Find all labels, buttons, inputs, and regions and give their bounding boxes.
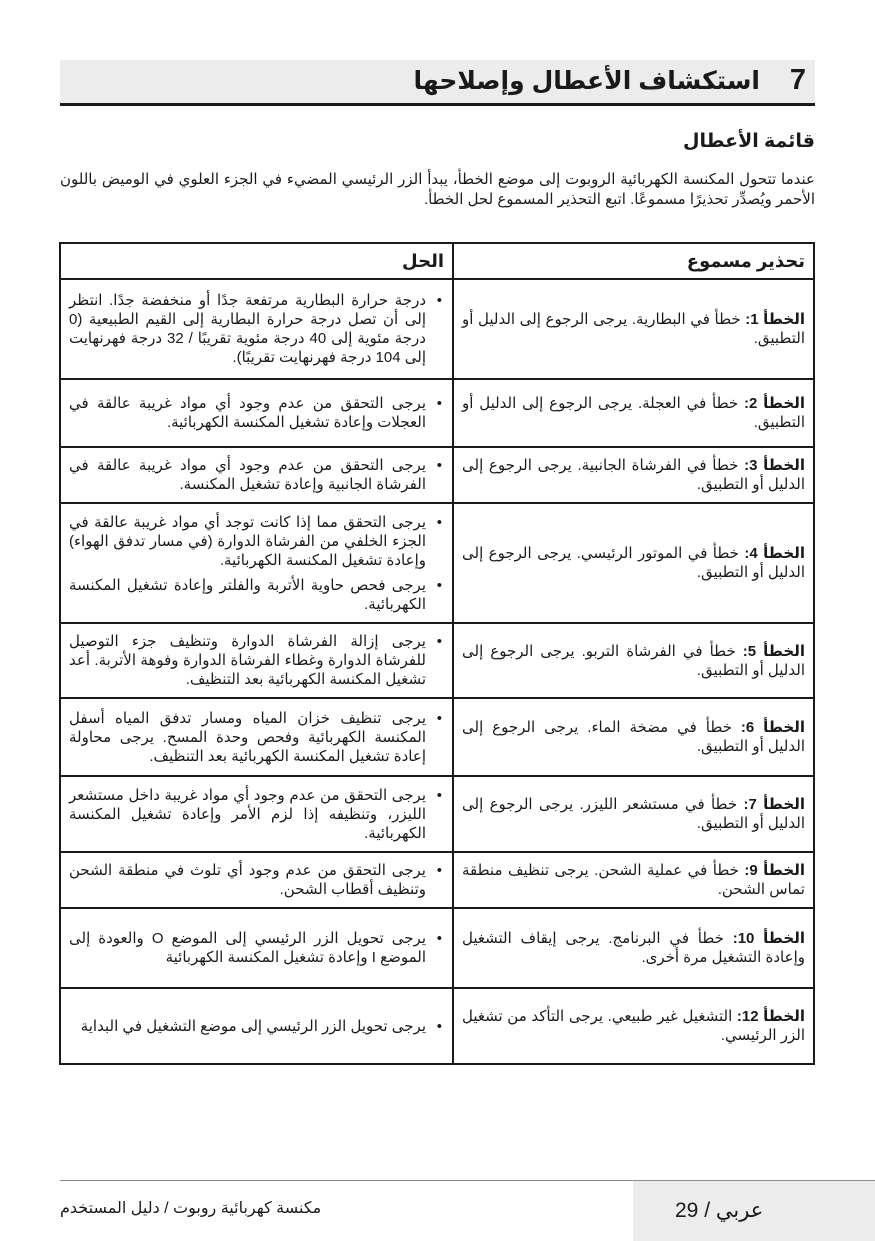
- intro-paragraph: عندما تتحول المكنسة الكهربائية الروبوت إلى موضع الخطأ، يبدأ الزر الرئيسي المضيء في الجزء العلوي في الوميض باللون الأحمر ويُصدِّر تحذيرًا مسموعًا. اتبع التحذير المسموع لحل الخطأ.: [60, 171, 815, 208]
- warning-cell: [453, 852, 814, 908]
- solution-item: • يرجى التحقق من عدم وجود أي مواد غريبة داخل مستشعر الليزر، وتنظيفه إذا لزم الأمر وإعادة تشغيل المكنسة الكهربائية.: [69, 786, 444, 843]
- solution-cell: [60, 623, 453, 698]
- solution-item: • يرجى تحويل الزر الرئيسي إلى موضع التشغيل في البداية: [69, 1017, 444, 1036]
- table-row: [60, 379, 814, 447]
- warning-text: التشغيل غير طبيعي. يرجى التأكد من تشغيل الزر الرئيسي.: [462, 1008, 805, 1044]
- warning-cell: [453, 447, 814, 503]
- solution-item: • يرجى تحويل الزر الرئيسي إلى الموضع O والعودة إلى الموضع I وإعادة تشغيل المكنسة الكهربائية: [69, 929, 444, 967]
- solution-list: [69, 709, 444, 766]
- warning-text: خطأ في مستشعر الليزر. يرجى الرجوع إلى الدليل أو التطبيق.: [462, 796, 805, 832]
- solution-list: [69, 394, 444, 432]
- error-code: الخطأ 10:: [732, 930, 805, 947]
- column-header-solution: الحل: [60, 243, 453, 279]
- solution-list: [69, 632, 444, 689]
- warning-text: خطأ في الفرشاة الجانبية. يرجى الرجوع إلى الدليل أو التطبيق.: [462, 457, 805, 493]
- error-code: الخطأ 7:: [743, 796, 806, 813]
- chapter-title: استكشاف الأعطال وإصلاحها: [413, 67, 760, 95]
- warning-cell: [453, 379, 814, 447]
- solution-list: [69, 929, 444, 967]
- solution-cell: [60, 503, 453, 623]
- warning-text: خطأ في عملية الشحن. يرجى تنظيف منطقة تماس الشحن.: [462, 862, 805, 898]
- footer-manual-title: مكنسة كهربائية روبوت / دليل المستخدم: [60, 1200, 322, 1217]
- solution-item: • يرجى التحقق من عدم وجود أي تلوث في منطقة الشحن وتنظيف أقطاب الشحن.: [69, 861, 444, 899]
- table-row: [60, 698, 814, 776]
- table-row: [60, 503, 814, 623]
- chapter-number: 7: [789, 64, 807, 96]
- table-row: [60, 776, 814, 852]
- solution-cell: [60, 698, 453, 776]
- warning-text: خطأ في البطارية. يرجى الرجوع إلى الدليل أو التطبيق.: [462, 311, 805, 347]
- column-header-warning: تحذير مسموع: [453, 243, 814, 279]
- warning-text: خطأ في الفرشاة التربو. يرجى الرجوع إلى الدليل أو التطبيق.: [462, 642, 805, 679]
- warning-text: خطأ في الموتور الرئيسي. يرجى الرجوع إلى الدليل أو التطبيق.: [462, 545, 805, 581]
- solution-list: [69, 861, 444, 899]
- error-code: الخطأ 6:: [740, 719, 805, 736]
- error-code: الخطأ 9:: [744, 862, 805, 879]
- error-code: الخطأ 2:: [744, 395, 805, 412]
- solution-list: [69, 513, 444, 614]
- error-code: الخطأ 3:: [744, 457, 805, 474]
- page-number: 29 / عربي: [675, 1199, 764, 1222]
- solution-item: • يرجى التحقق من عدم وجود أي مواد غريبة عالقة في العجلات وإعادة تشغيل المكنسة الكهربائية.: [69, 394, 444, 432]
- warning-cell: [453, 908, 814, 988]
- error-code: الخطأ 12:: [736, 1008, 805, 1025]
- table-row: [60, 852, 814, 908]
- solution-list: [69, 456, 444, 494]
- solution-list: [69, 1017, 444, 1036]
- solution-item: • يرجى فحص حاوية الأتربة والفلتر وإعادة تشغيل المكنسة الكهربائية.: [69, 576, 444, 614]
- warning-cell: [453, 698, 814, 776]
- solution-cell: [60, 988, 453, 1064]
- error-rows: [60, 279, 814, 1064]
- table-row: [60, 908, 814, 988]
- warning-cell: [453, 279, 814, 379]
- table-row: [60, 623, 814, 698]
- solution-cell: [60, 776, 453, 852]
- error-code: الخطأ 1:: [745, 311, 805, 328]
- warning-cell: [453, 776, 814, 852]
- warning-text: خطأ في مضخة الماء. يرجى الرجوع إلى الدليل أو التطبيق.: [462, 719, 805, 755]
- solution-item: • درجة حرارة البطارية مرتفعة جدًا أو منخفضة جدًا. انتظر إلى أن تصل درجة حرارة البطارية إلى القيم الطبيعية (0 درجة مئوية إلى 40 درجة مئوية تقريبًا / 32 درجة فهرنهايت إلى 104 درجة فهرنهايت تقريبًا).: [69, 291, 444, 367]
- solution-item: • يرجى تنظيف خزان المياه ومسار تدفق المياه أسفل المكنسة الكهربائية وفحص وحدة المسح. يرجى محاولة إعادة تشغيل المكنسة الكهربائية بعد التنظيف.: [69, 709, 444, 766]
- solution-cell: [60, 447, 453, 503]
- solution-item: • يرجى إزالة الفرشاة الدوارة وتنظيف جزء التوصيل للفرشاة الدوارة وغطاء الفرشاة الدوارة وفوهة الأتربة. أعد تشغيل المكنسة الكهربائية بعد التنظيف.: [69, 632, 444, 689]
- warning-cell: [453, 988, 814, 1064]
- solution-list: [69, 291, 444, 367]
- solution-cell: [60, 279, 453, 379]
- table-header-row: [60, 243, 814, 279]
- section-heading: قائمة الأعطال: [682, 131, 815, 152]
- error-code: الخطأ 5:: [742, 642, 805, 660]
- solution-item: • يرجى التحقق من عدم وجود أي مواد غريبة عالقة في الفرشاة الجانبية وإعادة تشغيل المكنسة.: [69, 456, 444, 494]
- warning-cell: [453, 623, 814, 698]
- table-row: [60, 279, 814, 379]
- solution-cell: [60, 379, 453, 447]
- table-row: [60, 447, 814, 503]
- error-table: [59, 242, 815, 1065]
- warning-text: خطأ في البرنامج. يرجى إيقاف التشغيل وإعادة التشغيل مرة أخرى.: [462, 930, 805, 966]
- error-code: الخطأ 4:: [744, 545, 805, 562]
- table-row: [60, 988, 814, 1064]
- warning-text: خطأ في العجلة. يرجى الرجوع إلى الدليل أو التطبيق.: [462, 395, 805, 431]
- solution-cell: [60, 852, 453, 908]
- solution-list: [69, 786, 444, 843]
- chapter-header: [60, 60, 815, 106]
- solution-cell: [60, 908, 453, 988]
- warning-cell: [453, 503, 814, 623]
- solution-item: • يرجى التحقق مما إذا كانت توجد أي مواد غريبة عالقة في الجزء الخلفي من الفرشاة الدوارة (في مسار تدفق الهواء) وإعادة تشغيل المكنسة الكهربائية.: [69, 513, 444, 570]
